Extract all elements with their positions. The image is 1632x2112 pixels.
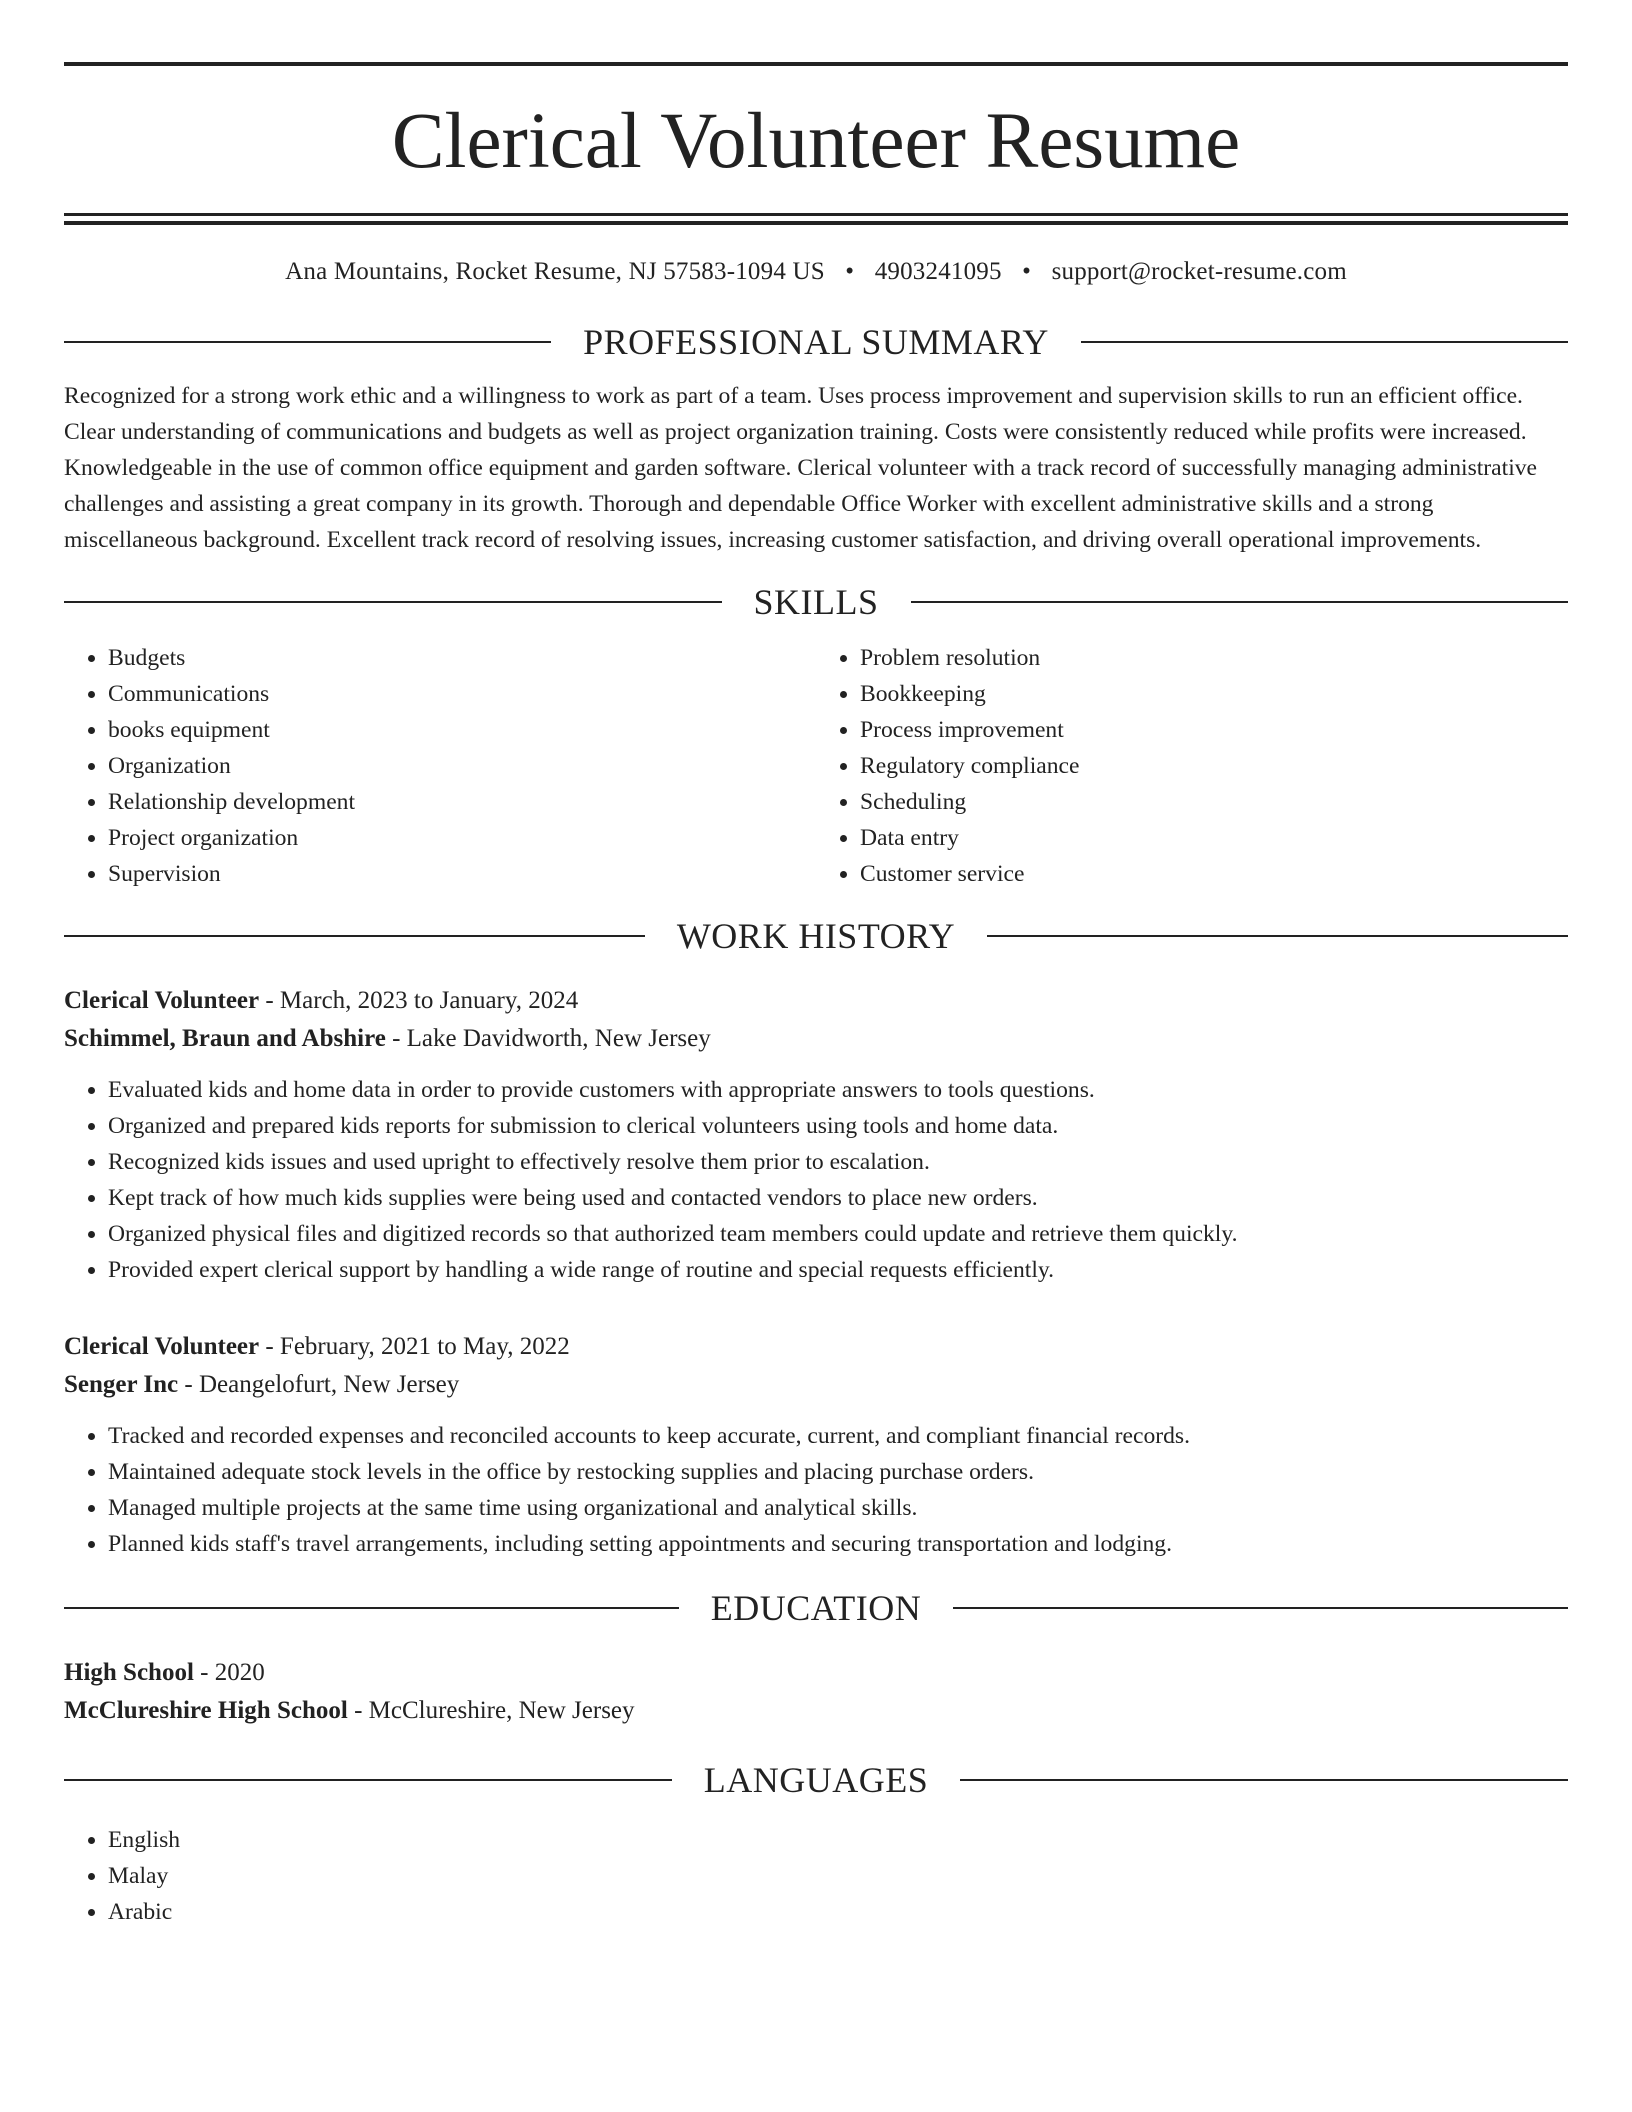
divider-line bbox=[64, 1779, 672, 1781]
contact-email: support@rocket-resume.com bbox=[1051, 258, 1347, 285]
languages-section-header bbox=[64, 1762, 1568, 1798]
job-title-line bbox=[64, 982, 1568, 1020]
skill-item: • Bookkeeping bbox=[860, 676, 1568, 712]
skill-item: • Budgets bbox=[108, 640, 816, 676]
skills-list-right bbox=[816, 640, 1568, 892]
divider-line bbox=[64, 601, 722, 603]
contact-separator: • bbox=[1022, 258, 1032, 285]
skills-list-left bbox=[64, 640, 816, 892]
education-school: McClureshire High School bbox=[64, 1697, 348, 1724]
title-double-rule bbox=[64, 213, 1568, 225]
skills-columns bbox=[64, 640, 1568, 892]
skill-item: • Relationship development bbox=[108, 784, 816, 820]
summary-text: Recognized for a strong work ethic and a willingness to work as part of a team. Uses process improvement and supervision skills to run an efficient office. Clear understanding of communications and budgets as well as project organization training. Costs were consistently reduced while profits were increased. Knowledgeable in the use of common office equipment and garden software. Clerical volunteer with a track record of successfully managing administrative challenges and assisting a great company in its growth. Thorough and dependable Office Worker with excellent administrative skills and a strong miscellaneous background. Excellent track record of resolving issues, increasing customer satisfaction, and driving overall operational improvements. bbox=[64, 383, 1538, 553]
contact-address: Ana Mountains, Rocket Resume, NJ 57583-1094 US bbox=[285, 258, 825, 285]
contact-line bbox=[64, 258, 1568, 286]
job-bullet: • Managed multiple projects at the same time using organizational and analytical skills. bbox=[108, 1490, 1568, 1526]
top-rule bbox=[64, 62, 1568, 66]
job-bullet: • Maintained adequate stock levels in the office by restocking supplies and placing purchase orders. bbox=[108, 1454, 1568, 1490]
job-bullet: • Provided expert clerical support by handling a wide range of routine and special requests efficiently. bbox=[108, 1252, 1568, 1288]
education-entry bbox=[64, 1654, 1568, 1730]
skill-item: • books equipment bbox=[108, 712, 816, 748]
skill-item: • Customer service bbox=[860, 856, 1568, 892]
language-item: • Arabic bbox=[108, 1894, 1568, 1930]
job-company: Schimmel, Braun and Abshire bbox=[64, 1025, 386, 1052]
job-company-line bbox=[64, 1020, 1568, 1058]
job-title: Clerical Volunteer bbox=[64, 987, 260, 1014]
contact-separator: • bbox=[845, 258, 855, 285]
languages-block bbox=[64, 1822, 1568, 1930]
job-location: - Lake Davidworth, New Jersey bbox=[385, 1025, 711, 1052]
job-title-line bbox=[64, 1328, 1568, 1366]
divider-line bbox=[911, 601, 1569, 603]
divider-line bbox=[960, 1779, 1568, 1781]
education-section-header bbox=[64, 1590, 1568, 1626]
job-bullet: • Organized physical files and digitized records so that authorized team members could update and retrieve them quickly. bbox=[108, 1216, 1568, 1252]
divider-line bbox=[987, 935, 1568, 937]
education-degree-line bbox=[64, 1654, 1568, 1692]
job-company-line bbox=[64, 1366, 1568, 1404]
skills-heading: SKILLS bbox=[753, 582, 879, 622]
skill-item: • Problem resolution bbox=[860, 640, 1568, 676]
job-bullet: • Evaluated kids and home data in order to provide customers with appropriate answers to tools questions. bbox=[108, 1072, 1568, 1108]
job-bullet: • Recognized kids issues and used upright to effectively resolve them prior to escalation. bbox=[108, 1144, 1568, 1180]
job-bullets bbox=[64, 1418, 1568, 1562]
skill-item: • Communications bbox=[108, 676, 816, 712]
job-bullet: • Planned kids staff's travel arrangements, including setting appointments and securing transportation and lodging. bbox=[108, 1526, 1568, 1562]
education-year: - 2020 bbox=[193, 1659, 265, 1686]
skills-section-header bbox=[64, 584, 1568, 620]
contact-phone: 4903241095 bbox=[874, 258, 1002, 285]
languages-list bbox=[64, 1822, 1568, 1930]
skill-item: • Supervision bbox=[108, 856, 816, 892]
job-title: Clerical Volunteer bbox=[64, 1333, 260, 1360]
job-bullet: • Organized and prepared kids reports for submission to clerical volunteers using tools and home data. bbox=[108, 1108, 1568, 1144]
language-item: • Malay bbox=[108, 1858, 1568, 1894]
divider-line bbox=[64, 1607, 679, 1609]
resume-title: Clerical Volunteer Resume bbox=[391, 98, 1241, 185]
education-location: - McClureshire, New Jersey bbox=[347, 1697, 635, 1724]
language-item: • English bbox=[108, 1822, 1568, 1858]
job-bullets bbox=[64, 1072, 1568, 1288]
skill-item: • Organization bbox=[108, 748, 816, 784]
work-section-header bbox=[64, 918, 1568, 954]
work-heading: WORK HISTORY bbox=[676, 916, 956, 956]
job-company: Senger Inc bbox=[64, 1371, 179, 1398]
skill-item: • Regulatory compliance bbox=[860, 748, 1568, 784]
education-school-line bbox=[64, 1692, 1568, 1730]
job-bullet: • Tracked and recorded expenses and reconciled accounts to keep accurate, current, and compliant financial records. bbox=[108, 1418, 1568, 1454]
summary-section-header bbox=[64, 324, 1568, 360]
job-location: - Deangelofurt, New Jersey bbox=[178, 1371, 460, 1398]
job-dates: - March, 2023 to January, 2024 bbox=[259, 987, 579, 1014]
job-entry bbox=[64, 982, 1568, 1288]
skill-item: • Scheduling bbox=[860, 784, 1568, 820]
divider-line bbox=[953, 1607, 1568, 1609]
education-heading: EDUCATION bbox=[710, 1588, 922, 1628]
summary-heading: PROFESSIONAL SUMMARY bbox=[583, 322, 1049, 362]
languages-heading: LANGUAGES bbox=[703, 1760, 929, 1800]
job-bullet: • Kept track of how much kids supplies were being used and contacted vendors to place new orders. bbox=[108, 1180, 1568, 1216]
skill-item: • Process improvement bbox=[860, 712, 1568, 748]
divider-line bbox=[1081, 341, 1568, 343]
job-dates: - February, 2021 to May, 2022 bbox=[259, 1333, 570, 1360]
job-entry bbox=[64, 1328, 1568, 1562]
divider-line bbox=[64, 935, 645, 937]
skill-item: • Data entry bbox=[860, 820, 1568, 856]
divider-line bbox=[64, 341, 551, 343]
education-degree: High School bbox=[64, 1659, 194, 1686]
skill-item: • Project organization bbox=[108, 820, 816, 856]
